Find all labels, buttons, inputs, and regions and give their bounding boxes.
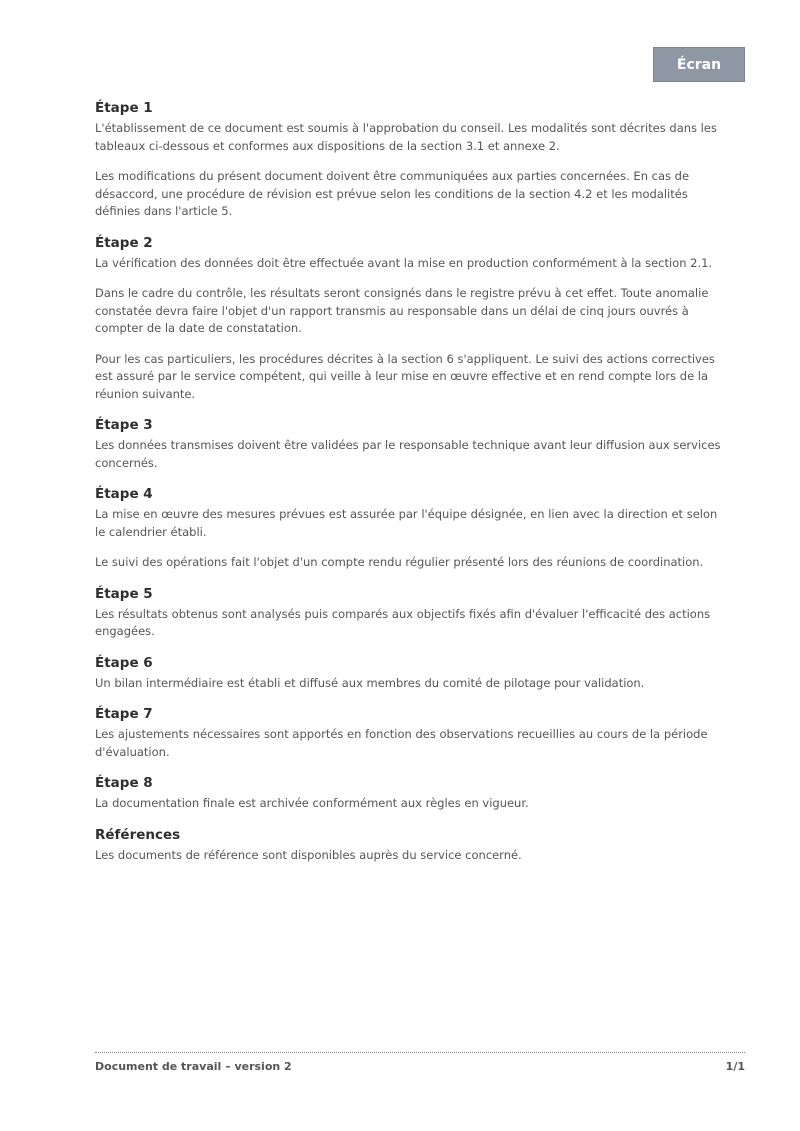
section-heading: Étape 3: [95, 417, 153, 433]
section-step-5: [95, 585, 730, 641]
section-paragraph: Pour les cas particuliers, les procédures décrites à la section 6 s'appliquent. Le suivi des actions correctives est assuré par le service compétent, qui veille à leur mise en œuvre effective et en rend compte lors de la réunion suivante.: [95, 351, 715, 401]
section-heading: Étape 4: [95, 486, 153, 502]
section-paragraph: La vérification des données doit être effectuée avant la mise en production conformément à la section 2.1.: [95, 255, 713, 270]
section-paragraph: La documentation finale est archivée conformément aux règles en vigueur.: [95, 796, 529, 810]
header-badge: Écran: [653, 47, 745, 82]
section-heading: Références: [95, 826, 181, 843]
section-paragraph: Les données transmises doivent être validées par le responsable technique avant leur diffusion aux services concernés.: [95, 438, 721, 470]
section-heading: Étape 1: [95, 100, 153, 116]
page-number: 1/1: [725, 1060, 745, 1073]
section-paragraph: L'établissement de ce document est soumis à l'approbation du conseil. Les modalités sont décrites dans les tableaux ci-dessous et conformes aux dispositions de la section 3.1 et annexe 2.: [95, 121, 717, 153]
section-step-1: [95, 99, 730, 221]
section-step-7: [95, 705, 730, 761]
section-paragraph: Les ajustements nécessaires sont apportés en fonction des observations recueillies au cours de la période d'évaluation.: [95, 727, 708, 759]
footer-document-label: Document de travail – version 2: [95, 1060, 292, 1073]
section-step-6: [95, 654, 730, 693]
document-body: [95, 99, 730, 877]
section-step-8: [95, 774, 730, 813]
section-heading: Étape 5: [95, 585, 153, 602]
section-paragraph: Le suivi des opérations fait l'objet d'un compte rendu régulier présenté lors des réunions de coordination.: [95, 555, 704, 569]
section-step-3: [95, 416, 730, 472]
section-paragraph: Un bilan intermédiaire est établi et diffusé aux membres du comité de pilotage pour validation.: [95, 675, 645, 690]
section-paragraph: Les documents de référence sont disponibles auprès du service concerné.: [95, 847, 522, 862]
section-heading: Étape 2: [95, 234, 153, 251]
section-paragraph: La mise en œuvre des mesures prévues est assurée par l'équipe désignée, en lien avec la direction et selon le calendrier établi.: [95, 507, 718, 539]
section-step-4: [95, 485, 730, 572]
section-paragraph: Dans le cadre du contrôle, les résultats seront consignés dans le registre prévu à cet effet. Toute anomalie constatée devra faire l'objet d'un rapport transmis au responsable dans un délai de cinq jours ouvrés à compter de la date de constatation.: [95, 286, 709, 335]
section-paragraph: Les modifications du présent document doivent être communiquées aux parties concernées. En cas de désaccord, une procédure de révision est prévue selon les conditions de la section 4.2 et les modalités définies dans l'article 5.: [95, 169, 690, 218]
section-heading: Étape 6: [95, 654, 153, 671]
section-heading: Étape 8: [95, 775, 153, 791]
section-paragraph: Les résultats obtenus sont analysés puis comparés aux objectifs fixés afin d'évaluer l'efficacité des actions engagées.: [95, 606, 711, 638]
section-heading: Étape 7: [95, 706, 153, 722]
footer-divider: [95, 1052, 745, 1053]
section-step-2: [95, 234, 730, 404]
section-references: [95, 826, 730, 865]
